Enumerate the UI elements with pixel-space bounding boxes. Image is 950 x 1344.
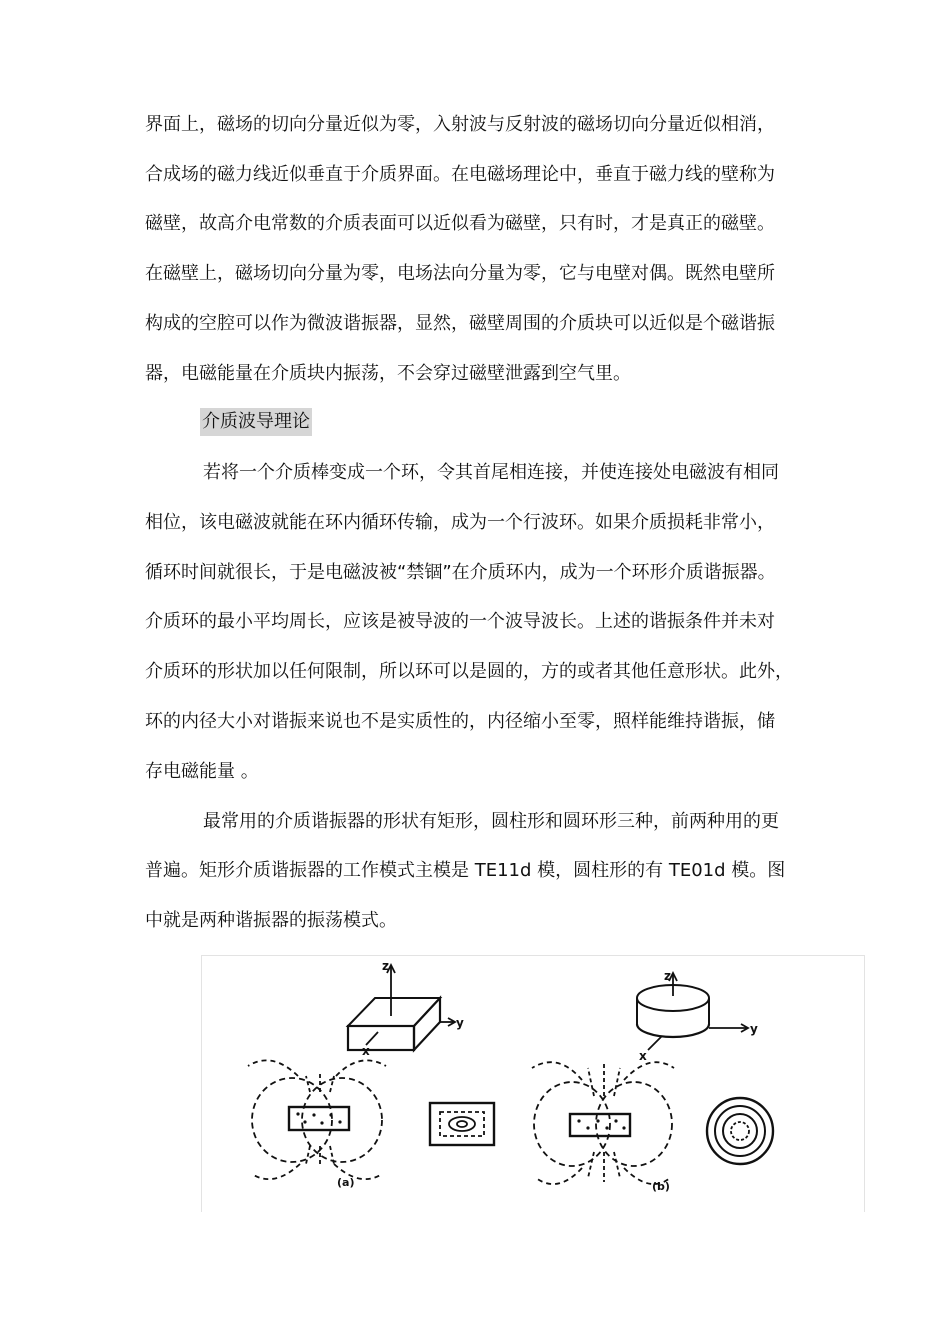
paragraph-2-line-5: 介质环的形状加以任何限制，所以环可以是圆的，方的或者其他任意形状。此外， [145,661,793,682]
paragraph-3-line-2: 普遍。矩形介质谐振器的工作模式主模是 TE11d 模，圆柱形的有 TE01d 模。图 [145,860,786,881]
axis-x-label-a: x [362,1044,370,1058]
paragraph-2-line-4: 介质环的最小平均周长，应该是被导波的一个波导波长。上述的谐振条件并未对 [145,611,775,632]
section-heading: 介质波导理论 [200,408,312,436]
rectangular-resonator-drawing [248,965,494,1179]
paragraph-1-line-2: 合成场的磁力线近似垂直于介质界面。在电磁场理论中，垂直于磁力线的壁称为 [145,164,775,185]
figure-caption-b: (b) [652,1180,670,1193]
paragraph-2-line-3: 循环时间就很长，于是电磁波被“禁锢”在介质环内，成为一个环形介质谐振器。 [145,562,776,583]
paragraph-1-line-5: 构成的空腔可以作为微波谐振器，显然，磁壁周围的介质块可以近似是个磁谐振 [145,313,775,334]
axis-y-label-b: y [750,1022,758,1036]
resonator-mode-diagram [202,956,864,1212]
axis-y-label-a: y [456,1016,464,1030]
figure-caption-a: (a) [337,1176,355,1189]
paragraph-3-line-3: 中就是两种谐振器的振荡模式。 [145,910,397,931]
paragraph-2-line-6: 环的内径大小对谐振来说也不是实质性的，内径缩小至零，照样能维持谐振，储 [145,711,775,732]
paragraph-2-line-7: 存电磁能量 。 [145,761,259,782]
paragraph-1-line-6: 器，电磁能量在介质块内振荡，不会穿过磁壁泄露到空气里。 [145,363,631,384]
axis-z-label-b: z [664,969,671,983]
axis-x-label-b: x [639,1049,647,1063]
paragraph-1-line-1: 界面上，磁场的切向分量近似为零，入射波与反射波的磁场切向分量近似相消， [145,114,775,135]
paragraph-3-line-1: 最常用的介质谐振器的形状有矩形，圆柱形和圆环形三种，前两种用的更 [203,811,779,832]
axis-z-label-a: z [382,959,389,973]
paragraph-2-line-2: 相位，该电磁波就能在环内循环传输，成为一个行波环。如果介质损耗非常小， [145,512,775,533]
paragraph-1-line-3: 磁壁，故高介电常数的介质表面可以近似看为磁壁，只有时，才是真正的磁壁。 [145,213,775,234]
cylindrical-resonator-drawing [532,973,773,1184]
paragraph-2-line-1: 若将一个介质棒变成一个环，令其首尾相连接，并使连接处电磁波有相同 [203,462,779,483]
paragraph-1-line-4: 在磁壁上，磁场切向分量为零，电场法向分量为零，它与电壁对偶。既然电壁所 [145,263,775,284]
resonator-mode-figure [201,955,865,1212]
